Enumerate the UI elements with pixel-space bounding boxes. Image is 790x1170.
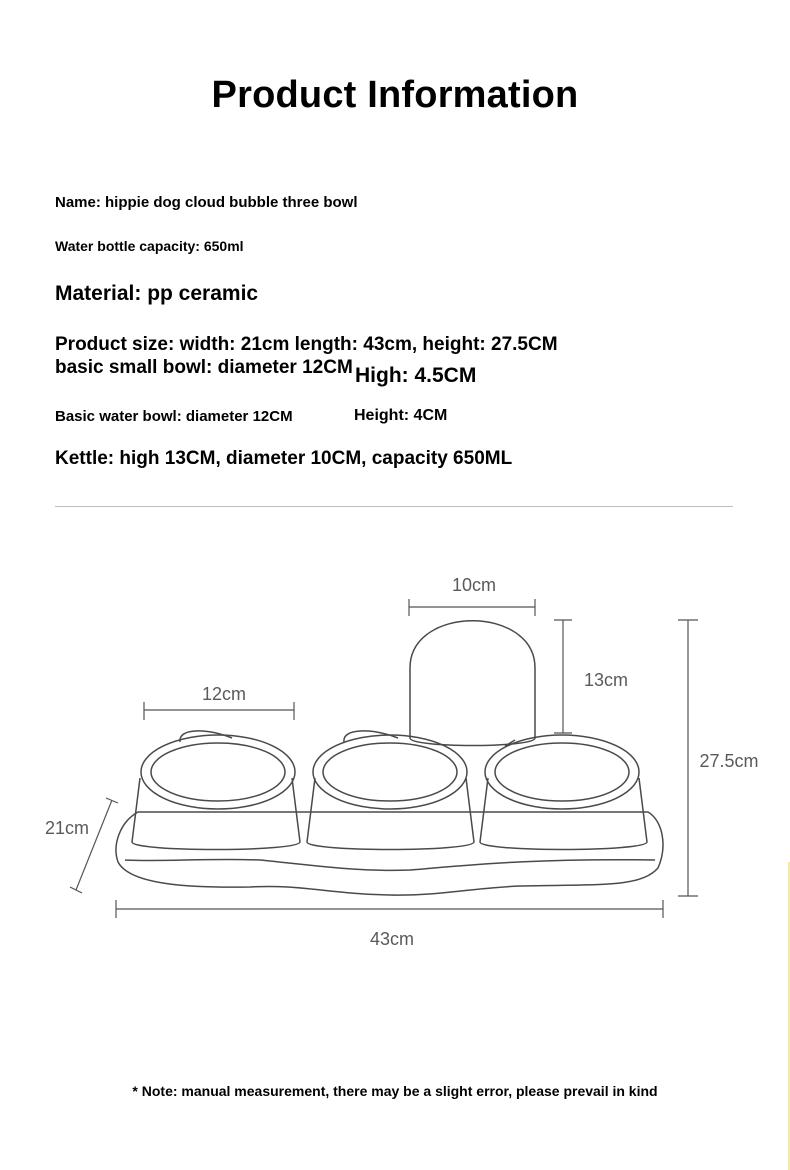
bowl-middle-rim-inner: [323, 743, 457, 801]
page-title: Product Information: [211, 74, 579, 116]
tray-base-outline: [116, 812, 663, 895]
bowl-left-body: [132, 778, 300, 850]
bowl-left-rim-inner: [151, 743, 285, 801]
spec-small-bowl-height: High: 4.5CM: [355, 364, 477, 387]
length-label: 43cm: [369, 929, 415, 949]
bowl-right-rim-inner: [495, 743, 629, 801]
kettle-outline: [410, 621, 535, 746]
bowl-middle-rim-outer: [313, 735, 467, 809]
bowl-middle-body: [307, 778, 474, 850]
spec-product-size: Product size: width: 21cm length: 43cm, height: 27.5CM: [55, 334, 558, 355]
kettle-width-label: 10cm: [451, 575, 497, 595]
section-divider: [55, 506, 733, 507]
dimension-diagram: [0, 560, 790, 960]
spec-small-bowl: basic small bowl: diameter 12CM: [55, 357, 353, 378]
kettle-height-label: 13cm: [583, 670, 629, 690]
bowl-diameter-label: 12cm: [201, 684, 247, 704]
spec-water-bowl: Basic water bowl: diameter 12CM: [55, 408, 293, 425]
spec-bottle-capacity: Water bottle capacity: 650ml: [55, 238, 244, 254]
measurement-note: * Note: manual measurement, there may be a slight error, please prevail in kind: [132, 1083, 658, 1099]
spec-name: Name: hippie dog cloud bubble three bowl: [55, 194, 358, 211]
spec-material: Material: pp ceramic: [55, 282, 259, 305]
spec-water-bowl-height: Height: 4CM: [354, 407, 448, 424]
bowl-right-rim-outer: [485, 735, 639, 809]
bowl-left-rim-outer: [141, 735, 295, 809]
spec-kettle: Kettle: high 13CM, diameter 10CM, capacity 650ML: [55, 448, 513, 469]
tray-top-edge: [125, 859, 655, 870]
bowl-right-body: [480, 778, 647, 850]
bowl-left-handle: [180, 731, 232, 742]
width-label: 21cm: [44, 818, 90, 838]
total-height-label: 27.5cm: [699, 751, 759, 771]
